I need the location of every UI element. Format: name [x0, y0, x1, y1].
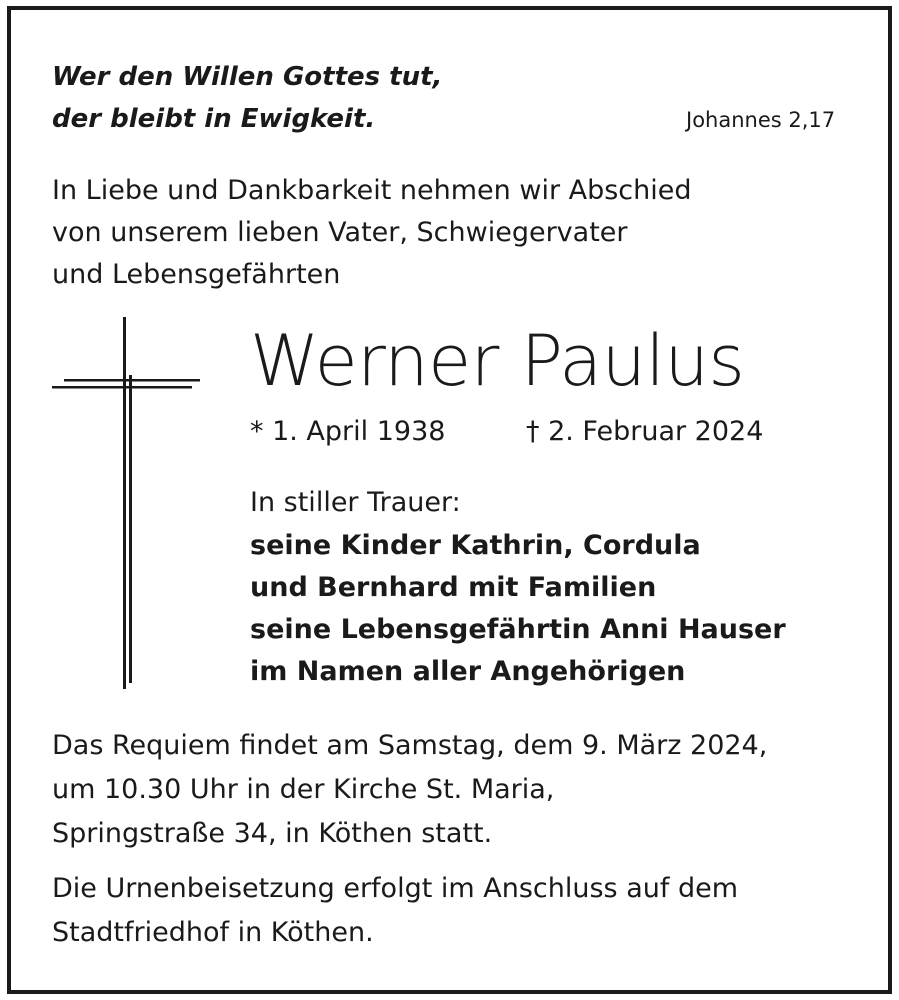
mourners-list [250, 525, 786, 693]
mourner-line-2: und Bernhard mit Familien [250, 572, 657, 603]
service-line-2: um 10.30 Uhr in der Kirche St. Maria, [52, 774, 555, 805]
birth-date: * 1. April 1938 [250, 416, 446, 447]
deceased-name: Werner Paulus [250, 320, 745, 402]
burial-line-1: Die Urnenbeisetzung erfolgt im Anschluss auf dem [52, 873, 739, 904]
bible-verse [52, 56, 442, 140]
burial-info [52, 867, 738, 955]
burial-line-2: Stadtfriedhof in Köthen. [52, 917, 374, 948]
death-date: † 2. Februar 2024 [526, 416, 764, 447]
intro-text [52, 170, 692, 296]
mourner-line-1: seine Kinder Kathrin, Cordula [250, 530, 701, 561]
intro-line-1: In Liebe und Dankbarkeit nehmen wir Abschied [52, 175, 692, 206]
service-info [52, 724, 767, 856]
service-line-3: Springstraße 34, in Köthen statt. [52, 818, 493, 849]
service-line-1: Das Requiem findet am Samstag, dem 9. März 2024, [52, 730, 768, 761]
mourner-line-4: im Namen aller Angehörigen [250, 656, 686, 687]
mourner-line-3: seine Lebensgefährtin Anni Hauser [250, 614, 786, 645]
intro-line-2: von unserem lieben Vater, Schwiegervater [52, 217, 628, 248]
verse-line-1: Wer den Willen Gottes tut, [52, 62, 443, 92]
mourning-label: In stiller Trauer: [250, 487, 461, 518]
verse-line-2: der bleibt in Ewigkeit. [52, 104, 376, 134]
intro-line-3: und Lebensgefährten [52, 259, 341, 290]
cross-icon [48, 315, 208, 695]
verse-reference: Johannes 2,17 [686, 108, 836, 132]
